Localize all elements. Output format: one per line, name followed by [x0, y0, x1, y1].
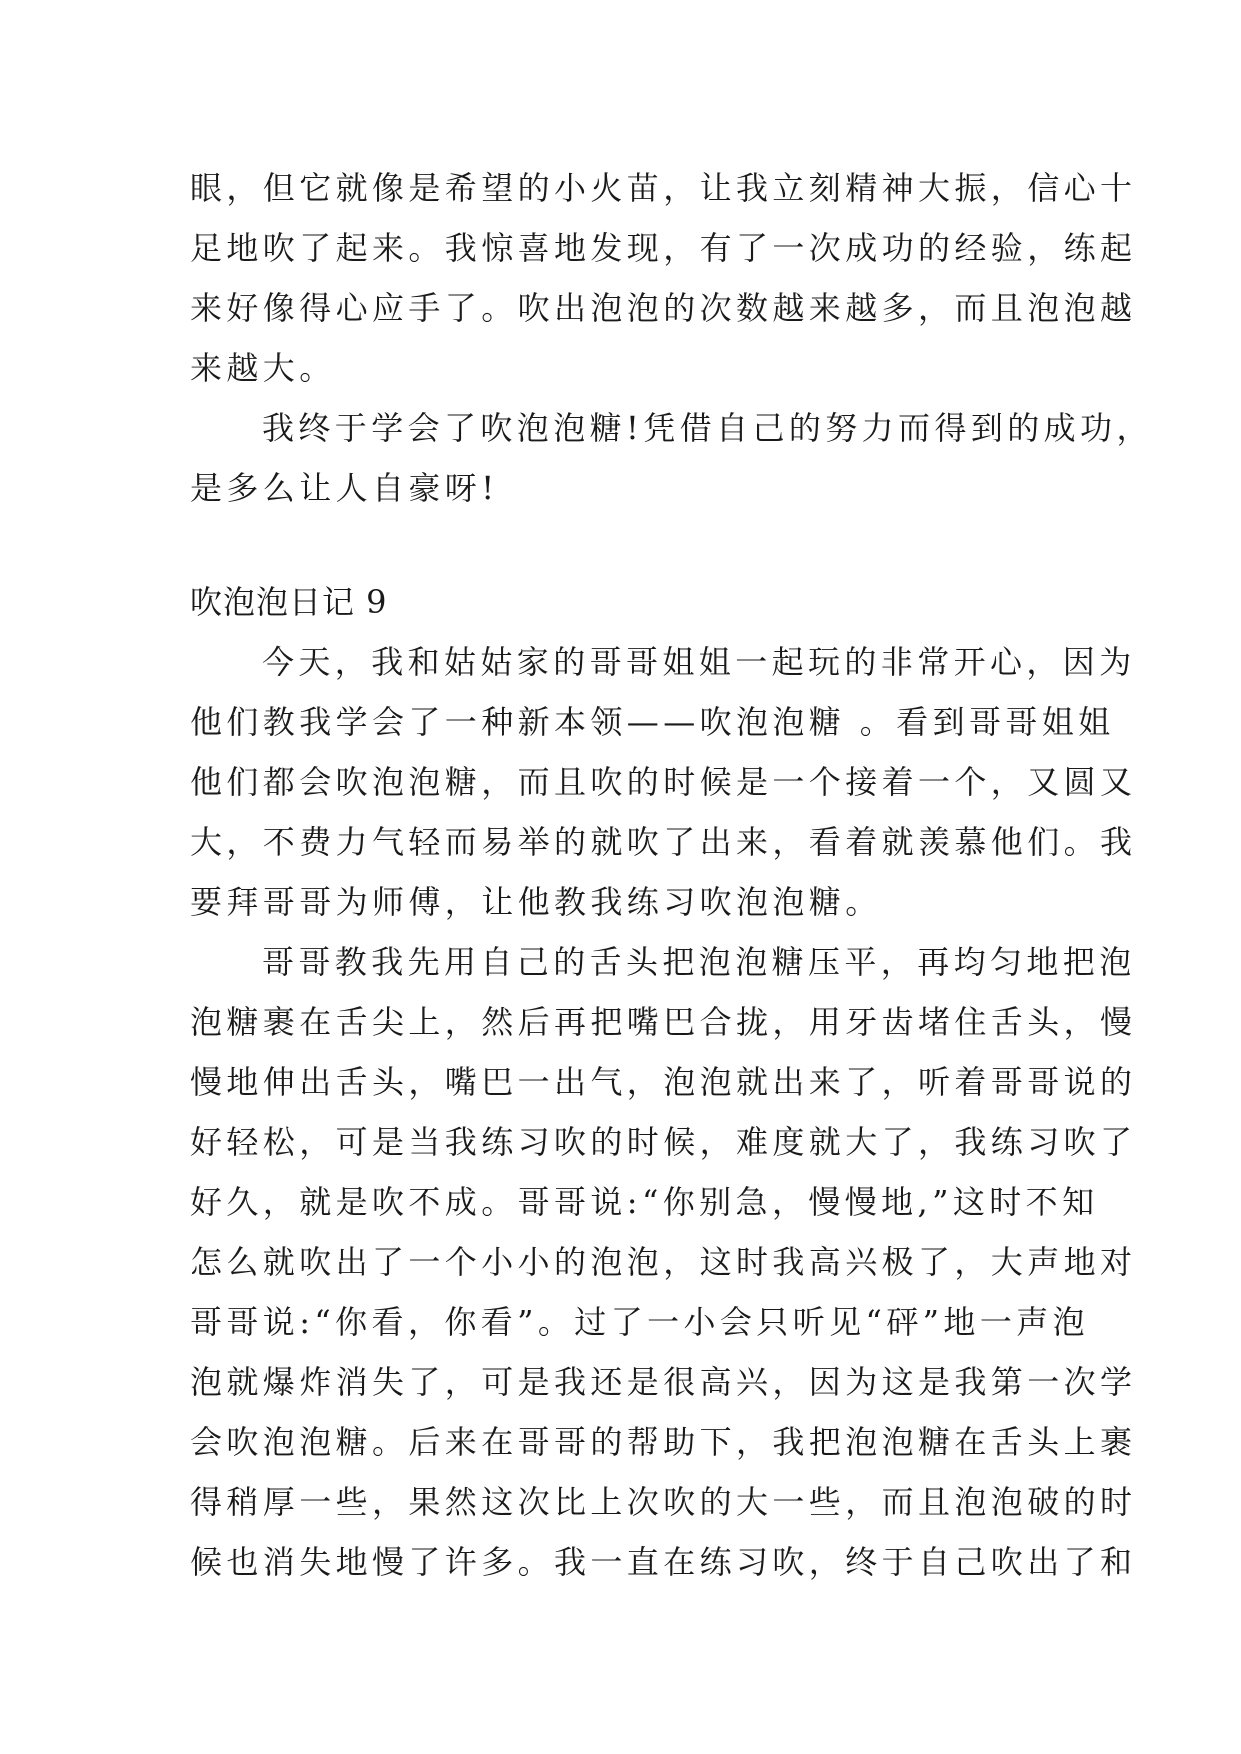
paragraph [190, 932, 1137, 1592]
text-line: 候也消失地慢了许多。我一直在练习吹，终于自己吹出了和 [190, 1543, 1137, 1581]
text-line: 我终于学会了吹泡泡糖!凭借自己的努力而得到的成功， [262, 409, 1153, 447]
text-line: 足地吹了起来。我惊喜地发现，有了一次成功的经验，练起 [190, 229, 1137, 267]
text-line: 他们都会吹泡泡糖，而且吹的时候是一个接着一个，又圆又 [190, 763, 1137, 801]
document-page [190, 158, 1153, 1592]
text-line: 是多么让人自豪呀! [190, 469, 499, 507]
text-line: 眼，但它就像是希望的小火苗，让我立刻精神大振，信心十 [190, 169, 1137, 207]
text-line: 泡糖裹在舌尖上，然后再把嘴巴合拢，用牙齿堵住舌头，慢 [190, 1003, 1137, 1041]
text-line: 慢地伸出舌头，嘴巴一出气，泡泡就出来了，听着哥哥说的 [190, 1063, 1137, 1101]
text-line: 大，不费力气轻而易举的就吹了出来，看着就羡慕他们。我 [190, 823, 1137, 861]
text-line: 来好像得心应手了。吹出泡泡的次数越来越多，而且泡泡越 [190, 289, 1137, 327]
text-line: 会吹泡泡糖。后来在哥哥的帮助下，我把泡泡糖在舌头上裹 [190, 1423, 1137, 1461]
text-line: 泡就爆炸消失了，可是我还是很高兴，因为这是我第一次学 [190, 1363, 1137, 1401]
text-line: 他们教我学会了一种新本领——吹泡泡糖 。看到哥哥姐姐 [190, 703, 1115, 741]
text-line: 要拜哥哥为师傅，让他教我练习吹泡泡糖。 [190, 883, 882, 921]
paragraph [190, 398, 1153, 518]
text-line: 好轻松，可是当我练习吹的时候，难度就大了，我练习吹了 [190, 1123, 1137, 1161]
section-spacer [190, 518, 1070, 572]
text-line: 今天，我和姑姑家的哥哥姐姐一起玩的非常开心，因为 [262, 643, 1136, 681]
text-line: 来越大。 [190, 349, 336, 387]
paragraph [190, 158, 1137, 398]
text-line: 好久，就是吹不成。哥哥说:“你别急，慢慢地,”这时不知 [190, 1183, 1099, 1221]
paragraph [190, 632, 1137, 932]
text-line: 哥哥说:“你看，你看”。过了一小会只听见“砰”地一声泡 [190, 1303, 1090, 1341]
section-title: 吹泡泡日记 9 [190, 583, 388, 621]
text-line: 怎么就吹出了一个小小的泡泡，这时我高兴极了，大声地对 [190, 1243, 1137, 1281]
text-line: 得稍厚一些，果然这次比上次吹的大一些，而且泡泡破的时 [190, 1483, 1137, 1521]
text-line: 哥哥教我先用自己的舌头把泡泡糖压平，再均匀地把泡 [262, 943, 1136, 981]
